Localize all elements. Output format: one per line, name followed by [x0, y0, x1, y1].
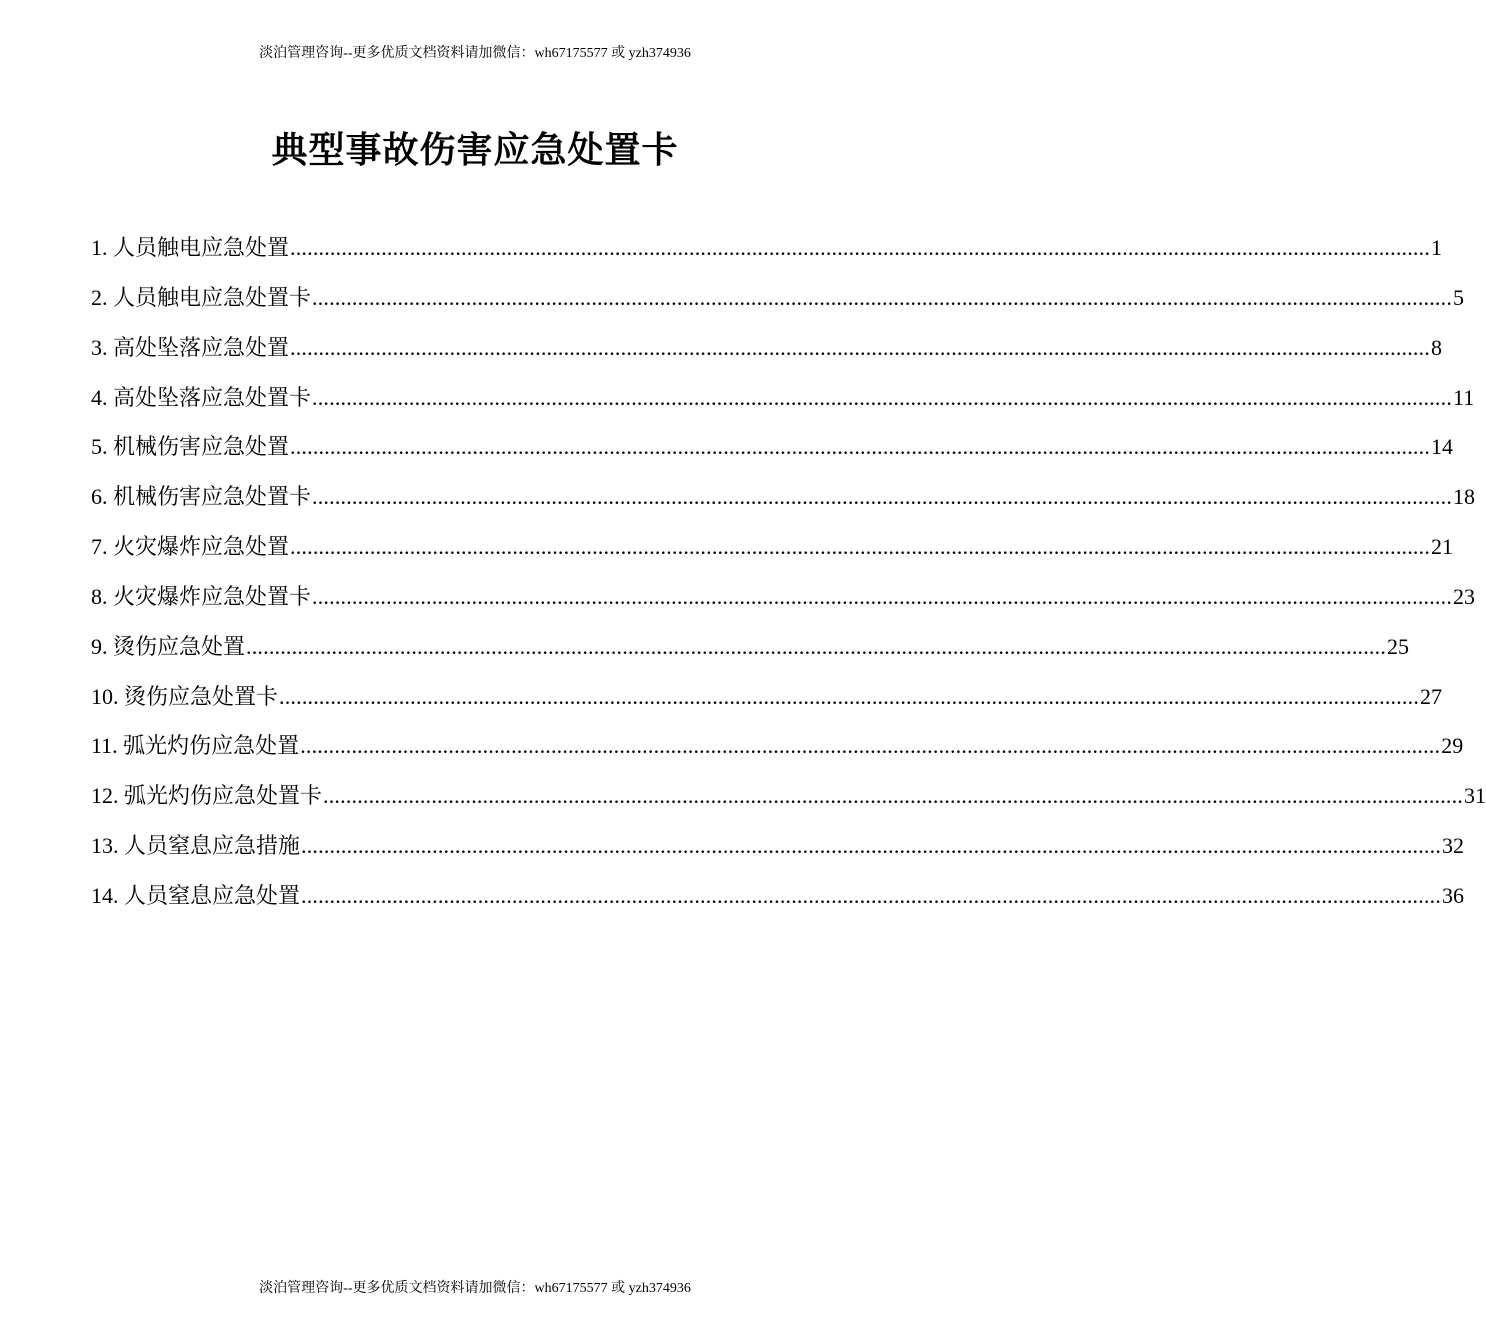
toc-entry-label: 9. 烫伤应急处置 [91, 633, 246, 659]
toc-entry-page: 25 [1387, 633, 1410, 659]
toc-entry-page: 1 [1431, 235, 1443, 260]
toc-leader-dots: ........................................................................................................................................................................................................ [312, 583, 1453, 609]
toc-entry-page: 23 [1453, 583, 1476, 609]
toc-entry[interactable] [91, 876, 1465, 926]
toc-entry-page: 29 [1441, 733, 1464, 759]
toc-leader-dots: ........................................................................................................................................................................................................ [246, 633, 1387, 659]
toc-leader-dots: ........................................................................................................................................................................................................ [323, 783, 1464, 809]
toc-leader-dots: ........................................................................................................................................................................................................ [301, 833, 1442, 859]
toc-leader-dots: ........................................................................................................................................................................................................ [312, 384, 1453, 410]
toc-entry-label: 1. 人员触电应急处置 [91, 235, 290, 260]
toc-entry-label: 14. 人员窒息应急处置 [91, 882, 301, 908]
toc-entry[interactable] [91, 826, 1465, 876]
toc-entry[interactable] [91, 627, 1410, 677]
toc-entry-page: 11 [1453, 384, 1475, 410]
toc-entry-page: 36 [1442, 882, 1465, 908]
toc-entry-page: 32 [1442, 833, 1465, 859]
toc-entry-label: 3. 高处坠落应急处置 [91, 334, 290, 360]
table-of-contents [91, 228, 1486, 926]
page-header: 淡泊管理咨询--更多优质文档资料请加微信：wh67175577 或 yzh374936 [259, 46, 691, 61]
toc-leader-dots: ........................................................................................................................................................................................................ [279, 683, 1420, 709]
document-title: 典型事故伤害应急处置卡 [271, 130, 679, 170]
toc-entry-label: 12. 弧光灼伤应急处置卡 [91, 783, 323, 809]
toc-entry[interactable] [91, 726, 1464, 776]
toc-leader-dots: ........................................................................................................................................................................................................ [290, 334, 1431, 360]
toc-entry[interactable] [91, 427, 1454, 477]
toc-leader-dots: ........................................................................................................................................................................................................ [312, 484, 1453, 510]
toc-entry-page: 14 [1431, 434, 1454, 460]
toc-entry-label: 6. 机械伤害应急处置卡 [91, 484, 312, 510]
toc-entry-page: 18 [1453, 484, 1476, 510]
toc-entry[interactable] [91, 677, 1443, 727]
toc-entry-page: 5 [1453, 284, 1465, 310]
toc-entry-label: 7. 火灾爆炸应急处置 [91, 534, 290, 560]
toc-entry-label: 10. 烫伤应急处置卡 [91, 683, 279, 709]
toc-entry-page: 8 [1431, 334, 1443, 360]
toc-entry[interactable] [91, 527, 1454, 577]
toc-entry[interactable] [91, 477, 1476, 527]
toc-entry-label: 11. 弧光灼伤应急处置 [91, 733, 300, 759]
toc-leader-dots: ........................................................................................................................................................................................................ [290, 434, 1431, 460]
toc-entry-page: 31 [1464, 783, 1486, 809]
toc-entry[interactable] [91, 328, 1443, 378]
toc-leader-dots: ........................................................................................................................................................................................................ [290, 235, 1431, 260]
toc-entry[interactable] [91, 577, 1476, 627]
toc-entry-page: 21 [1431, 534, 1454, 560]
toc-entry[interactable] [91, 378, 1475, 428]
toc-leader-dots: ........................................................................................................................................................................................................ [312, 284, 1453, 310]
toc-entry-label: 8. 火灾爆炸应急处置卡 [91, 583, 312, 609]
toc-entry-label: 13. 人员窒息应急措施 [91, 833, 301, 859]
toc-leader-dots: ........................................................................................................................................................................................................ [300, 733, 1441, 759]
toc-entry-label: 5. 机械伤害应急处置 [91, 434, 290, 460]
toc-entry[interactable] [91, 228, 1443, 278]
page-footer: 淡泊管理咨询--更多优质文档资料请加微信：wh67175577 或 yzh374936 [259, 1281, 691, 1296]
toc-leader-dots: ........................................................................................................................................................................................................ [301, 882, 1442, 908]
toc-entry-label: 4. 高处坠落应急处置卡 [91, 384, 312, 410]
toc-entry-label: 2. 人员触电应急处置卡 [91, 284, 312, 310]
toc-leader-dots: ........................................................................................................................................................................................................ [290, 534, 1431, 560]
toc-entry[interactable] [91, 278, 1465, 328]
toc-entry[interactable] [91, 776, 1486, 826]
toc-entry-page: 27 [1420, 683, 1443, 709]
